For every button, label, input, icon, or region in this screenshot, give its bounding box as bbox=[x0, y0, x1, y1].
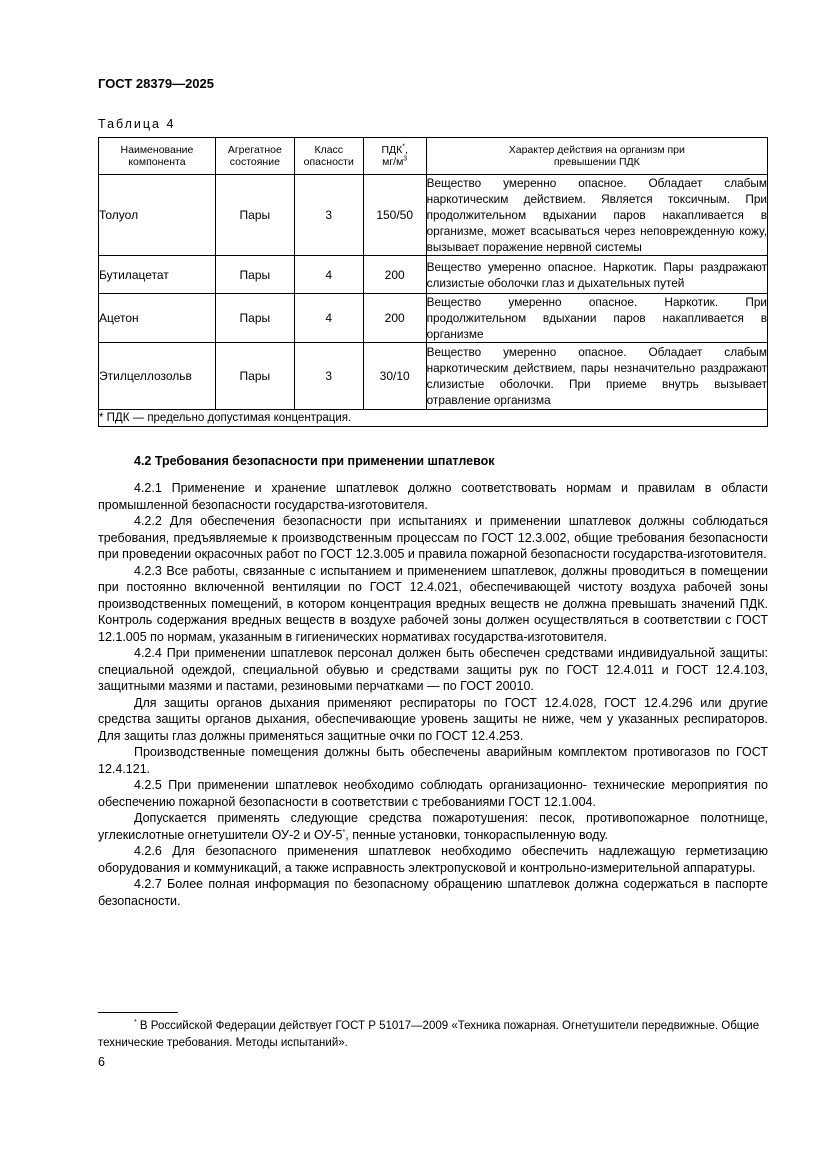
document-code: ГОСТ 28379—2025 bbox=[98, 76, 214, 91]
cell-name: Этилцеллозольв bbox=[99, 343, 216, 410]
pdk-asterisk: * bbox=[402, 143, 405, 150]
cell-pdk: 200 bbox=[363, 294, 426, 343]
cell-hazard: 4 bbox=[294, 294, 363, 343]
cell-hazard: 3 bbox=[294, 175, 363, 256]
page-footnote-marker: * bbox=[134, 1019, 137, 1027]
pdk-unit: мг/м bbox=[382, 156, 404, 168]
section-heading: 4.2 Требования безопасности при применении шпатлевок bbox=[134, 454, 495, 468]
footnote-marker: * bbox=[342, 828, 346, 836]
table-row bbox=[99, 256, 768, 294]
cell-name: Толуол bbox=[99, 175, 216, 256]
table-row bbox=[99, 343, 768, 410]
paragraph-4-2-5: 4.2.5 При применении шпатлевок необходимо соблюдать организационно- технические мероприятия по обеспечению пожарной безопасности в соответствии с требованиями ГОСТ 12.1.004. bbox=[98, 778, 768, 809]
table-footnote: * ПДК — предельно допустимая концентрация. bbox=[99, 410, 768, 427]
page-number: 6 bbox=[98, 1055, 105, 1069]
cell-pdk: 150/50 bbox=[363, 175, 426, 256]
cell-effect: Вещество умеренно опасное. Обладает слабым наркотическим действием. Является токсичным. При продолжительном вдыхании паров накапливается в организме, может всасываться через неповрежденную кожу, вызывает поражение нервной системы bbox=[426, 176, 767, 254]
extinguishing-text-end: , пенные установки, тонкораспыленную воду. bbox=[345, 827, 608, 842]
cell-hazard: 3 bbox=[294, 343, 363, 410]
cell-state: Пары bbox=[215, 256, 294, 294]
cell-state: Пары bbox=[215, 343, 294, 410]
safety-section bbox=[98, 454, 768, 909]
paragraph-extinguishing-means bbox=[98, 810, 768, 843]
footnote-separator bbox=[98, 1012, 178, 1013]
table-row bbox=[99, 175, 768, 256]
cell-pdk: 200 bbox=[363, 256, 426, 294]
table-header-row bbox=[99, 138, 768, 175]
paragraph-4-2-2: 4.2.2 Для обеспечения безопасности при испытаниях и применении шпатлевок должны соблюдаться требования, предъявляемые к производственным процессам по ГОСТ 12.3.002, общие требования безопасности при проведении окрасочных работ по ГОСТ 12.3.005 и правила пожарной безопасности государства-изготовителя. bbox=[98, 514, 768, 561]
cell-effect: Вещество умеренно опасное. Наркотик. Пары раздражают слизистые оболочки глаз и дыхательных путей bbox=[426, 256, 767, 294]
pdk-unit-exponent: 3 bbox=[403, 155, 408, 163]
table-footnote-row bbox=[99, 410, 768, 427]
paragraph-4-2-6: 4.2.6 Для безопасного применения шпатлевок необходимо обеспечить надлежащую герметизацию оборудования и коммуникаций, а также исправность электропусковой и контрольно-измерительной аппаратуры. bbox=[98, 844, 768, 875]
column-header-name: Наименование компонента bbox=[99, 138, 216, 175]
paragraph-4-2-3: 4.2.3 Все работы, связанные с испытанием и применением шпатлевок, должны проводиться в помещении при постоянно включенной вентиляции по ГОСТ 12.4.021, обеспечивающей чистоту воздуха рабочей зоны производственных помещений, в котором концентрация вредных веществ не должна превышать значений ПДК. Контроль содержания вредных веществ в воздухе рабочей зоны должен осуществляться в соответствии с ГОСТ 12.1.005 по нормам, указанным в гигиенических нормативах государства-изготовителя. bbox=[98, 563, 768, 644]
paragraph-4-2-4: 4.2.4 При применении шпатлевок персонал должен быть обеспечен средствами индивидуальной защиты: специальной одеждой, специальной обувью и средствами защиты рук по ГОСТ 12.4.011 и ГОСТ 12.4.103, защитными мазями и пастами, резиновыми перчатками — по ГОСТ 20010. bbox=[98, 646, 768, 693]
cell-pdk: 30/10 bbox=[363, 343, 426, 410]
paragraph-gas-masks: Производственные помещения должны быть обеспечены аварийным комплектом противогазов по ГОСТ 12.4.121. bbox=[98, 745, 768, 776]
pdk-label: ПДК bbox=[381, 143, 403, 156]
cell-name: Бутилацетат bbox=[99, 256, 216, 294]
cell-effect: Вещество умеренно опасное. Наркотик. При продолжительном вдыхании паров накапливается в организме bbox=[426, 295, 767, 341]
cell-effect: Вещество умеренно опасное. Обладает слабым наркотическим действием, пары незначительно раздражают слизистые оболочки. При приеме внутрь вызывает отравление организма bbox=[426, 343, 767, 410]
paragraph-4-2-1: 4.2.1 Применение и хранение шпатлевок должно соответствовать нормам и правилам в области промышленной безопасности государства-изготовителя. bbox=[98, 481, 768, 512]
column-header-state: Агрегатное состояние bbox=[215, 138, 294, 175]
cell-name: Ацетон bbox=[99, 294, 216, 343]
hazard-table bbox=[98, 137, 768, 427]
page-footnote-text: В Российской Федерации действует ГОСТ Р 51017—2009 «Техника пожарная. Огнетушители передвижные. Общие технические требования. Методы испытаний». bbox=[98, 1020, 760, 1049]
paragraph-4-2-7: 4.2.7 Более полная информация по безопасному обращению шпатлевок должна содержаться в паспорте безопасности. bbox=[98, 877, 768, 908]
cell-state: Пары bbox=[215, 175, 294, 256]
page-footnote bbox=[98, 1018, 768, 1052]
paragraph-respiratory-protection: Для защиты органов дыхания применяют респираторы по ГОСТ 12.4.028, ГОСТ 12.4.296 или другие средства защиты органов дыхания, обеспечивающие уровень защиты не ниже, чем у указанных респираторов. Для защиты глаз должны применяться защитные очки по ГОСТ 12.4.253. bbox=[98, 695, 768, 743]
column-header-hazard: Класс опасности bbox=[294, 138, 363, 175]
table-caption: Таблица 4 bbox=[98, 117, 176, 131]
cell-hazard: 4 bbox=[294, 256, 363, 294]
column-header-effect: Характер действия на организм при превышении ПДК bbox=[426, 138, 767, 175]
table-row bbox=[99, 294, 768, 343]
cell-state: Пары bbox=[215, 294, 294, 343]
column-header-pdk: ПДК*, $мг/м^3$ bbox=[363, 138, 426, 175]
extinguishing-text: Допускается применять следующие средства пожаротушения: песок, противопожарное полотнище, углекислотные огнетушители ОУ-2 и ОУ-5 bbox=[98, 811, 768, 842]
